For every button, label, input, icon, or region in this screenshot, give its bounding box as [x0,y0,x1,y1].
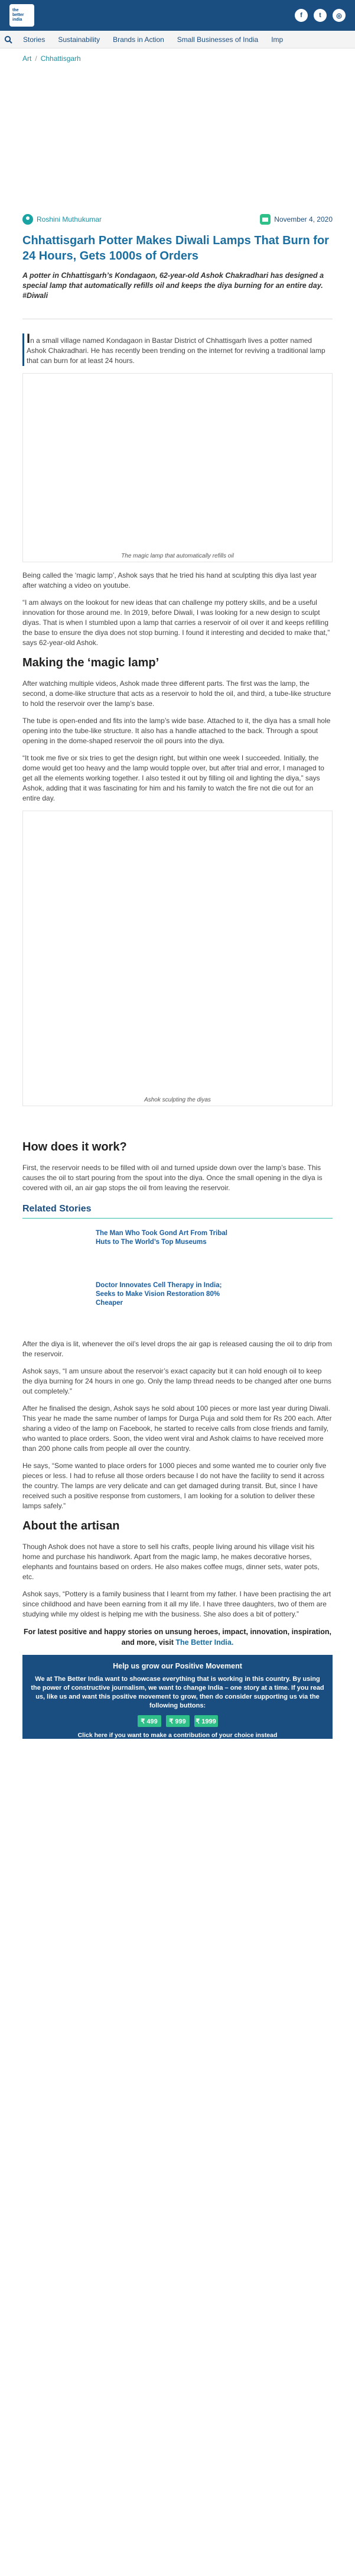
paragraph: After the diya is lit, whenever the oil’s level drops the air gap is released causing the oil to drip from the reservoir. [22,1340,333,1358]
paragraph: First, the reservoir needs to be filled with oil and turned upside down over the lamp’s base. This causes the oil to start pouring from the spout into the diya. Once the small opening in the diya is covered with oil, an air gap stops the oil from leaving the reservoir. [22,1164,323,1192]
article-title: Chhattisgarh Potter Makes Diwali Lamps That Burn for 24 Hours, Gets 1000s of Orders [22,234,329,263]
image-caption-1: The magic lamp that automatically refills oil [121,553,234,559]
author-name[interactable]: Roshini Muthukumar [37,215,102,223]
search-icon[interactable] [0,35,17,44]
category-nav [0,31,355,48]
section-heading-magic-lamp: Making the ‘magic lamp’ [22,656,159,669]
image-caption-2: Ashok sculpting the diyas [144,1097,211,1103]
publish-date [260,214,333,225]
date-text: November 4, 2020 [274,215,333,223]
paragraph: After watching multiple videos, Ashok made three different parts. The first was the lamp, the second, a dome-like structure that acts as a reservoir to hold the oil, and third, a tube-like structure to hold the reservoir over the lamp’s base. [22,679,331,708]
promo-text [22,1626,333,1648]
promo-message: For latest positive and happy stories on unsung heroes, impact, innovation, inspiration, and more, visit [24,1628,331,1647]
logo-line-3: india [12,18,22,22]
contribute-499-button[interactable]: ₹ 499 [138,1715,161,1727]
breadcrumb [0,48,355,69]
spacer [22,1333,333,1339]
logo-line-2: better [12,13,24,17]
paragraph: Ashok says, “Pottery is a family business that I learnt from my father. I have been practising the art since childhood and have been earning from it all my life. I have three daughters, two of them are studying while my oldest is helping me with the business. She also does a bit of pottery.” [22,1590,331,1618]
dropcap: I [27,331,31,346]
related-story[interactable] [22,1229,333,1263]
related-story[interactable] [22,1281,333,1315]
support-box [22,1655,333,1739]
related-divider [22,1218,333,1219]
support-body: We at The Better India want to showcase everything that is working in this country. By using the power of constructive journalism, we want to change India – one story at a time. If you read us, like us and want this positive movement to grow, then do consider supporting us via the following buttons: [31,1676,324,1709]
section-heading-artisan: About the artisan [22,1519,120,1532]
ad-placeholder [0,69,355,214]
breadcrumb-section[interactable]: Art [22,54,32,63]
support-title: Help us grow our Positive Movement [113,1662,242,1670]
nav-item-overflow[interactable]: Imp [271,35,284,44]
related-story-link[interactable]: Doctor Innovates Cell Therapy in India; Seeks to Make Vision Restoration 80% Cheaper [96,1282,222,1307]
contribute-999-button[interactable]: ₹ 999 [166,1715,190,1727]
nav-item-stories[interactable]: Stories [23,35,45,44]
article-subtitle: A potter in Chhattisgarh’s Kondagaon, 62-year-old Ashok Chakradhari has designed a special lamp that automatically refills oil and keeps the diya burning for an entire day. #Diwali [22,271,324,300]
paragraph: The tube is open-ended and fits into the lamp’s wide base. Attached to it, the diya has a small hole opening into the tube-like structure. It also has a handle attached to the back. Through a spout opening in the dome-shaped reservoir the oil pours into the diya. [22,717,331,745]
lead-paragraph [22,333,333,366]
related-story-thumbnail[interactable] [22,1229,87,1263]
breadcrumb-category[interactable]: Chhattisgarh [40,54,81,63]
site-logo[interactable] [9,4,34,27]
custom-contribution-link[interactable]: Click here if you want to make a contribution of your choice instead [77,1732,278,1739]
facebook-icon[interactable]: f [295,9,308,22]
contribute-1999-button[interactable]: ₹ 1999 [194,1715,218,1727]
logo-line-1: the [12,8,19,12]
section-heading-how-it-works: How does it work? [22,1140,127,1153]
related-story-thumbnail[interactable] [22,1281,87,1315]
paragraph: Though Ashok does not have a store to sell his crafts, people living around his village visit his home and purchase his handiwork. Apart from the magic lamp, he makes decorative horses, elephants and fountains based on orders. He also makes coffee mugs, dinner sets, water pots, etc. [22,1543,320,1581]
nav-item-sustainability[interactable]: Sustainability [58,35,100,44]
breadcrumb-separator: / [35,54,37,63]
article-image-2 [22,811,333,1106]
related-stories-title: Related Stories [22,1204,92,1214]
twitter-icon[interactable]: t [314,9,327,22]
paragraph: Ashok says, “I am unsure about the reservoir’s exact capacity but it can hold enough oil to keep the diya burning for 24 hours in one go. Only the lamp thread needs to be changed after one burns out completely.” [22,1367,332,1395]
paragraph: “I am always on the lookout for new ideas that can challenge my pottery skills, and be a useful innovation for those around me. In 2019, before Diwali, I was looking for a new design to sculpt diyas. That is when I stumbled upon a lamp that carries a reservoir of oil over it and keeps refilling the base to ensure the diya does not stop burning. I found it interesting and decided to make that,” says 62-year-old Ashok. [22,598,330,647]
paragraph: After he finalised the design, Ashok says he sold about 100 pieces or more last year during Diwali. This year he made the same number of lamps for Durga Puja and sold them for Rs 200 each. After sharing a video of the lamp on Facebook, he started to receive calls from close friends and family, who wanted to place orders. Soon, the video went viral and Ashok claims to have received more than 200 phone calls from people all over the country. [22,1404,332,1453]
top-header [0,0,355,31]
contribution-buttons [31,1715,324,1727]
calendar-icon [260,214,271,225]
paragraph: He says, “Some wanted to place orders for 1000 pieces and some wanted me to courier only five pieces or less. I had to refuse all those orders because I do not have the facility to send it across the country. The lamps are very delicate and can get damaged during transit. But, since I have received such a positive response from customers, I am looking for a solution to deliver these lamps safely.” [22,1462,327,1510]
paragraph: “It took me five or six tries to get the design right, but within one week I succeeded. Initially, the dome would get too heavy and the lamp would topple over, but after trial and error, I managed to get all the elements working together. I also tested it out by filling oil and lighting the diya,” says Ashok, adding that it was fascinating for him and his family to watch the fire not die out for an entire day. [22,754,324,802]
social-links [295,9,346,22]
instagram-icon[interactable]: ◎ [333,9,346,22]
lead-text: n a small village named Kondagaon in Bastar District of Chhattisgarh lives a potter named Ashok Chakradhari. He has recently been trending on the internet for reviving a traditional lamp that can burn for at least 24 hours. [27,336,325,365]
related-story-link[interactable]: The Man Who Took Gond Art From Tribal Huts to The World’s Top Museums [96,1230,227,1246]
spacer [22,1114,333,1132]
article-meta [0,214,355,225]
article-image-1 [22,373,333,562]
nav-item-brands-in-action[interactable]: Brands in Action [113,35,164,44]
promo-link[interactable]: The Better India. [175,1638,234,1647]
paragraph: Being called the ‘magic lamp’, Ashok says that he tried his hand at sculpting this diya last year after watching a video on youtube. [22,571,317,589]
author[interactable] [22,214,102,225]
nav-item-small-businesses[interactable]: Small Businesses of India [177,35,259,44]
article-content [0,233,355,1739]
avatar [22,214,33,225]
